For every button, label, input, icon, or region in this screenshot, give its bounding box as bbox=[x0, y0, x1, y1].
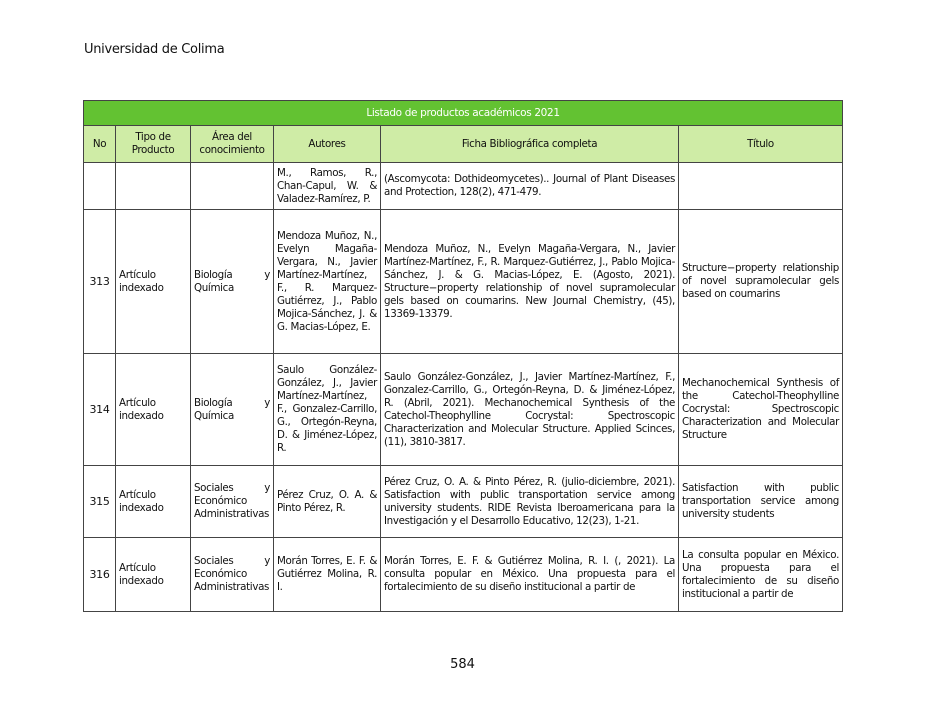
table-row bbox=[84, 163, 843, 210]
cell-no: 313 bbox=[84, 210, 116, 354]
cell-tipo: Artículo indexado bbox=[116, 354, 191, 466]
column-header-tipo: Tipo de Producto bbox=[116, 126, 191, 163]
cell-area: Biología y Química bbox=[191, 354, 274, 466]
table-row bbox=[84, 210, 843, 354]
cell-titulo: La consulta popular en México. Una propuesta para el fortalecimiento de su diseño institucional a partir de bbox=[679, 538, 843, 612]
page-number: 584 bbox=[450, 657, 475, 672]
cell-no: 316 bbox=[84, 538, 116, 612]
column-header-area: Área del conocimiento bbox=[191, 126, 274, 163]
cell-titulo: Mechanochemical Synthesis of the Catechol-Theophylline Cocrystal: Spectroscopic Characterization and Molecular Structure bbox=[679, 354, 843, 466]
cell-tipo: Artículo indexado bbox=[116, 538, 191, 612]
cell-autores: Morán Torres, E. F. & Gutiérrez Molina, R. I. bbox=[274, 538, 381, 612]
cell-no: 314 bbox=[84, 354, 116, 466]
cell-autores: Mendoza Muñoz, N., Evelyn Magaña-Vergara, N., Javier Martínez-Martínez, F., R. Marquez-Gutiérrez, J., Pablo Mojica-Sánchez, J. & G. Macias-López, E. bbox=[274, 210, 381, 354]
header-institution: Universidad de Colima bbox=[84, 42, 225, 57]
column-header-no: No bbox=[84, 126, 116, 163]
cell-tipo: Artículo indexado bbox=[116, 466, 191, 538]
cell-autores: Pérez Cruz, O. A. & Pinto Pérez, R. bbox=[274, 466, 381, 538]
column-header-autores: Autores bbox=[274, 126, 381, 163]
table-title: Listado de productos académicos 2021 bbox=[84, 101, 843, 126]
cell-ficha: Saulo González-González, J., Javier Martínez-Martínez, F., Gonzalez-Carrillo, G., Ortegón-Reyna, D. & Jiménez-López, R. (Abril, 2021). Mechanochemical Synthesis of the Catechol-Theophylline Cocrystal: Spectroscopic Characterization and Molecular Structure. Applied Scinces, (11), 3810-3817. bbox=[381, 354, 679, 466]
table-row bbox=[84, 538, 843, 612]
cell-tipo bbox=[116, 163, 191, 210]
column-header-ficha: Ficha Bibliográfica completa bbox=[381, 126, 679, 163]
products-table bbox=[83, 100, 843, 612]
cell-area: Sociales y Económico Administrativas bbox=[191, 466, 274, 538]
table-row bbox=[84, 354, 843, 466]
table-title-row bbox=[84, 101, 843, 126]
cell-titulo: Structure−property relationship of novel supramolecular gels based on coumarins bbox=[679, 210, 843, 354]
cell-area bbox=[191, 163, 274, 210]
column-header-titulo: Título bbox=[679, 126, 843, 163]
cell-no: 315 bbox=[84, 466, 116, 538]
cell-ficha: Mendoza Muñoz, N., Evelyn Magaña-Vergara, N., Javier Martínez-Martínez, F., R. Marquez-Gutiérrez, J., Pablo Mojica-Sánchez, J. & G. Macias-López, E. (Agosto, 2021). Structure−property relationship of novel supramolecular gels based on coumarins. New Journal Chemistry, (45), 13369-13379. bbox=[381, 210, 679, 354]
cell-titulo bbox=[679, 163, 843, 210]
cell-autores: Saulo González-González, J., Javier Martínez-Martínez, F., Gonzalez-Carrillo, G., Ortegón-Reyna, D. & Jiménez-López, R. bbox=[274, 354, 381, 466]
cell-autores: M., Ramos, R., Chan-Capul, W. & Valadez-Ramírez, P. bbox=[274, 163, 381, 210]
cell-ficha: (Ascomycota: Dothideomycetes).. Journal of Plant Diseases and Protection, 128(2), 471-479. bbox=[381, 163, 679, 210]
cell-tipo: Artículo indexado bbox=[116, 210, 191, 354]
table-header-row bbox=[84, 126, 843, 163]
table-row bbox=[84, 466, 843, 538]
cell-area: Biología y Química bbox=[191, 210, 274, 354]
cell-titulo: Satisfaction with public transportation service among university students bbox=[679, 466, 843, 538]
cell-ficha: Morán Torres, E. F. & Gutiérrez Molina, R. I. (, 2021). La consulta popular en México. Una propuesta para el fortalecimiento de su diseño institucional a partir de bbox=[381, 538, 679, 612]
cell-no bbox=[84, 163, 116, 210]
cell-ficha: Pérez Cruz, O. A. & Pinto Pérez, R. (julio-diciembre, 2021). Satisfaction with public transportation service among university students. RIDE Revista Iberoamericana para la Investigación y el Desarrollo Educativo, 12(23), 1-21. bbox=[381, 466, 679, 538]
cell-area: Sociales y Económico Administrativas bbox=[191, 538, 274, 612]
